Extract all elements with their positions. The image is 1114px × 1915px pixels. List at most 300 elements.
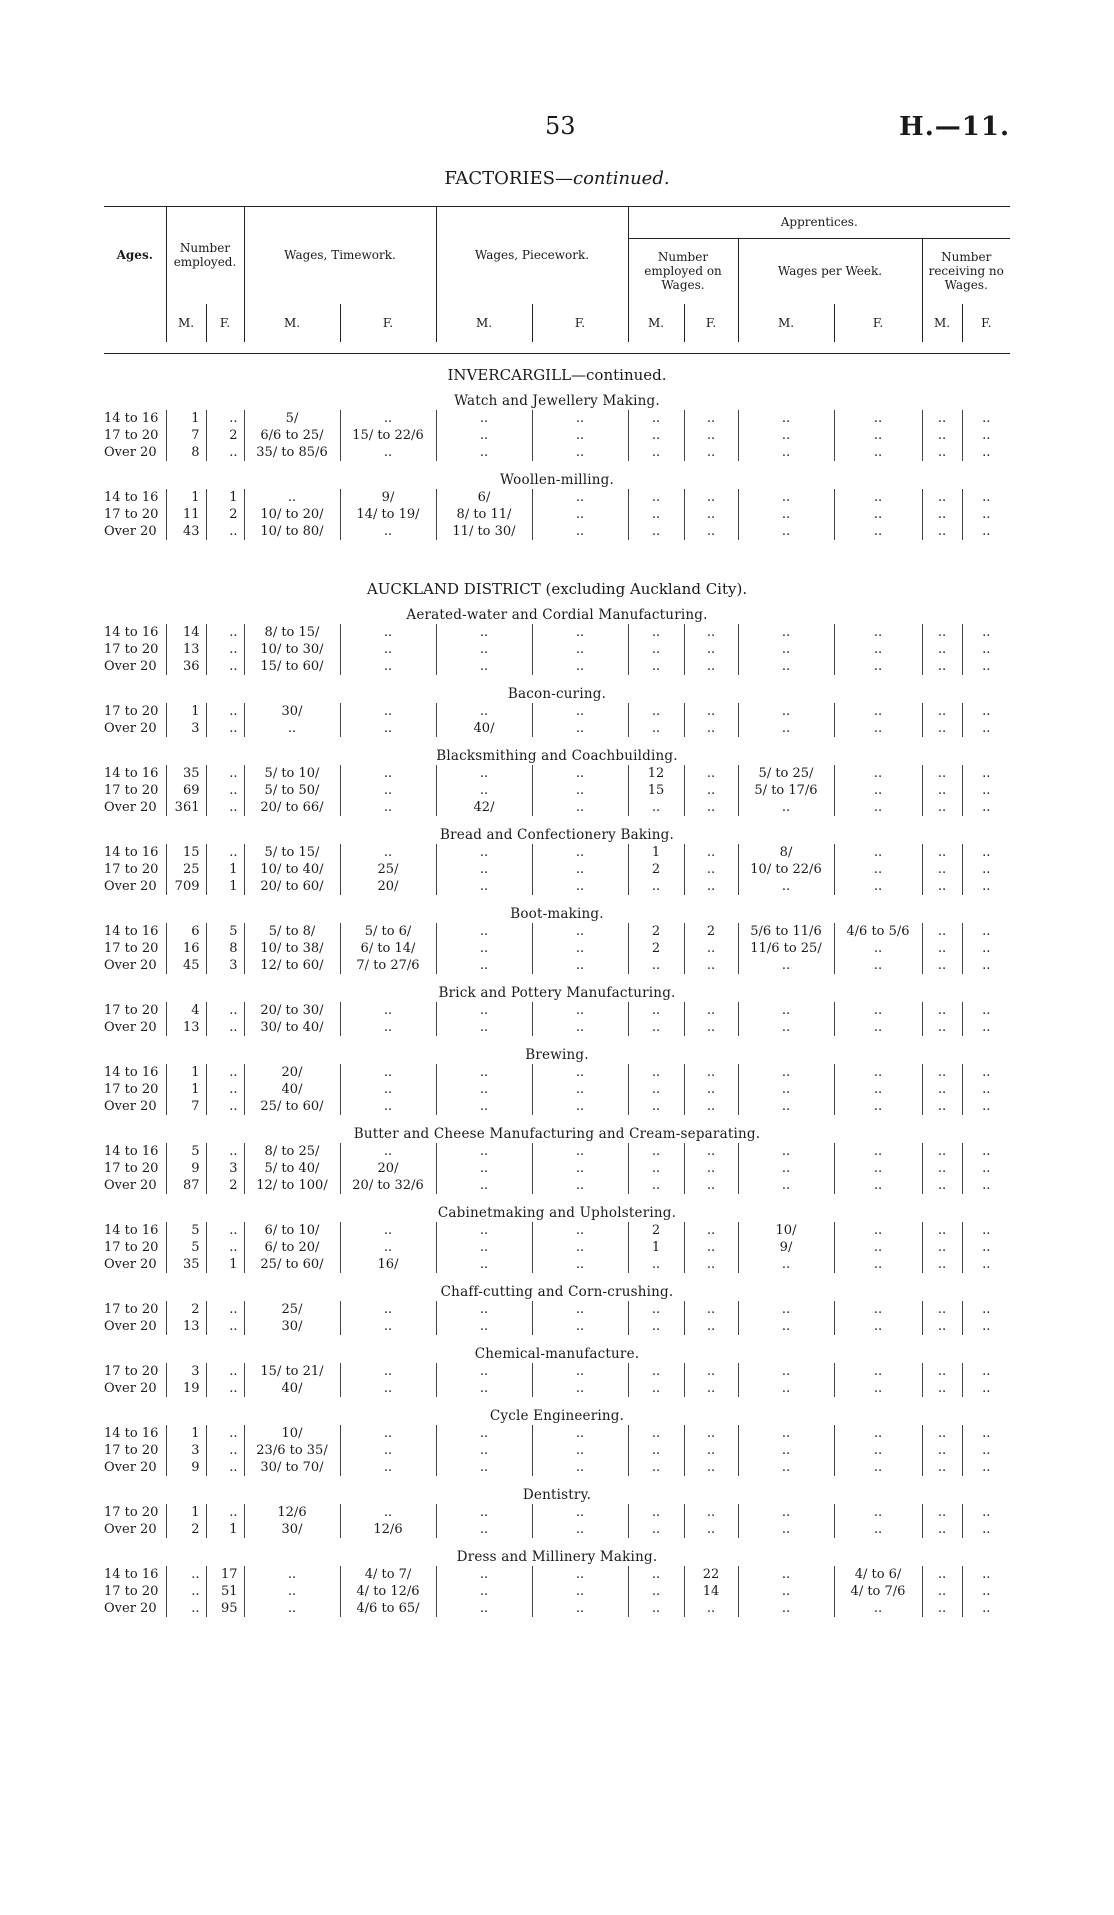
table-cell: .. <box>340 1002 436 1019</box>
table-cell: .. <box>834 427 922 444</box>
col-f: F. <box>206 304 244 342</box>
table-cell: 1 <box>166 1081 206 1098</box>
table-cell: 16/ <box>340 1256 436 1273</box>
table-cell: .. <box>962 720 1010 737</box>
industry-section <box>104 1125 1010 1194</box>
table-row <box>104 1081 1010 1098</box>
table-cell: 2 <box>206 1177 244 1194</box>
table-row <box>104 1222 1010 1239</box>
col-f: F. <box>532 304 628 342</box>
table-cell: .. <box>340 1064 436 1081</box>
table-cell: .. <box>340 1143 436 1160</box>
table-cell: 1 <box>166 1064 206 1081</box>
table-cell: .. <box>738 1521 834 1538</box>
table-cell: 2 <box>684 923 738 940</box>
table-row <box>104 923 1010 940</box>
col-ages: Ages. <box>116 248 153 262</box>
table-cell: .. <box>206 1504 244 1521</box>
table-cell: .. <box>834 861 922 878</box>
table-cell: 4/ to 7/ <box>340 1566 436 1583</box>
col-f: F. <box>962 304 1010 342</box>
industry-title: Chaff-cutting and Corn-crushing. <box>440 1284 674 1300</box>
table-cell: 25/ to 60/ <box>244 1098 340 1115</box>
col-m: M. <box>436 304 532 342</box>
table-cell: .. <box>834 1318 922 1335</box>
table-cell: .. <box>684 641 738 658</box>
table-cell: 2 <box>628 923 684 940</box>
table-cell: .. <box>166 1583 206 1600</box>
age-cell: Over 20 <box>104 721 157 736</box>
table-cell: 709 <box>166 878 206 895</box>
table-cell: .. <box>962 923 1010 940</box>
table-cell: .. <box>628 1583 684 1600</box>
industry-section <box>104 1345 1010 1397</box>
table-cell: .. <box>738 1064 834 1081</box>
table-cell: .. <box>922 506 962 523</box>
table-row <box>104 1143 1010 1160</box>
table-cell: .. <box>962 1318 1010 1335</box>
table-row <box>104 658 1010 675</box>
table-cell: .. <box>206 765 244 782</box>
table-cell: .. <box>684 523 738 540</box>
table-cell: 10/ <box>738 1222 834 1239</box>
table-cell: .. <box>738 658 834 675</box>
age-cell: Over 20 <box>104 1020 157 1035</box>
age-cell: Over 20 <box>104 1601 157 1616</box>
table-cell: .. <box>962 1442 1010 1459</box>
table-cell: .. <box>834 489 922 506</box>
industry-table <box>104 1064 1010 1115</box>
industry-table <box>104 1425 1010 1476</box>
table-cell: .. <box>532 782 628 799</box>
table-cell: .. <box>340 523 436 540</box>
table-cell: .. <box>922 1002 962 1019</box>
table-cell: .. <box>628 658 684 675</box>
table-cell: .. <box>922 923 962 940</box>
table-cell: .. <box>738 1566 834 1583</box>
table-cell: .. <box>628 427 684 444</box>
table-cell: .. <box>628 444 684 461</box>
industry-table <box>104 1002 1010 1036</box>
table-cell: .. <box>684 1160 738 1177</box>
table-cell: .. <box>922 861 962 878</box>
table-cell: 10/ to 30/ <box>244 641 340 658</box>
industry-title: Watch and Jewellery Making. <box>454 393 660 409</box>
table-cell: 10/ <box>244 1425 340 1442</box>
table-cell: 20/ to 30/ <box>244 1002 340 1019</box>
table-cell: 11 <box>166 506 206 523</box>
age-cell: 14 to 16 <box>104 845 159 860</box>
age-cell: 17 to 20 <box>104 1302 159 1317</box>
table-cell: .. <box>922 1425 962 1442</box>
table-cell: 12/6 <box>244 1504 340 1521</box>
table-cell: 51 <box>206 1583 244 1600</box>
table-cell: 6 <box>166 923 206 940</box>
col-m: M. <box>922 304 962 342</box>
age-cell: 14 to 16 <box>104 411 159 426</box>
table-row <box>104 1098 1010 1115</box>
industry-section <box>104 747 1010 816</box>
industry-table <box>104 1566 1010 1617</box>
table-cell: .. <box>922 1566 962 1583</box>
table-cell: 4/ to 12/6 <box>340 1583 436 1600</box>
table-cell: .. <box>436 878 532 895</box>
table-cell: .. <box>206 410 244 427</box>
table-cell: .. <box>206 1363 244 1380</box>
table-cell: .. <box>834 1504 922 1521</box>
table-cell: .. <box>962 861 1010 878</box>
table-cell: .. <box>922 1222 962 1239</box>
industry-title: Dentistry. <box>522 1487 592 1503</box>
table-cell: .. <box>340 1081 436 1098</box>
table-cell: .. <box>436 1459 532 1476</box>
table-cell: .. <box>436 658 532 675</box>
column-header <box>104 206 1010 342</box>
table-cell: .. <box>962 427 1010 444</box>
age-cell: Over 20 <box>104 659 157 674</box>
table-cell: .. <box>628 703 684 720</box>
table-cell: .. <box>628 641 684 658</box>
table-cell: .. <box>532 641 628 658</box>
table-cell: 1 <box>206 1256 244 1273</box>
table-cell: .. <box>628 1081 684 1098</box>
table-cell: .. <box>340 1425 436 1442</box>
table-cell: .. <box>922 1318 962 1335</box>
table-cell: .. <box>834 957 922 974</box>
table-cell: 8/ to 11/ <box>436 506 532 523</box>
table-cell: .. <box>532 1459 628 1476</box>
table-cell: .. <box>684 844 738 861</box>
table-cell: .. <box>834 940 922 957</box>
table-cell: .. <box>206 1442 244 1459</box>
table-cell: .. <box>532 1256 628 1273</box>
age-cell: 14 to 16 <box>104 490 159 505</box>
table-cell: .. <box>532 844 628 861</box>
age-cell: 17 to 20 <box>104 642 159 657</box>
table-cell: .. <box>206 1380 244 1397</box>
table-cell: .. <box>206 1425 244 1442</box>
table-cell: .. <box>834 1143 922 1160</box>
table-cell: .. <box>962 1064 1010 1081</box>
table-cell: .. <box>834 1600 922 1617</box>
table-cell: .. <box>738 523 834 540</box>
age-cell: Over 20 <box>104 1099 157 1114</box>
table-cell: .. <box>340 658 436 675</box>
table-cell: .. <box>206 1222 244 1239</box>
table-cell: 10/ to 40/ <box>244 861 340 878</box>
age-cell: Over 20 <box>104 1522 157 1537</box>
table-cell: 17 <box>206 1566 244 1583</box>
table-row <box>104 489 1010 506</box>
table-row <box>104 720 1010 737</box>
age-cell: 17 to 20 <box>104 1003 159 1018</box>
table-cell: 45 <box>166 957 206 974</box>
table-row <box>104 410 1010 427</box>
table-cell: .. <box>244 489 340 506</box>
table-cell: .. <box>340 1301 436 1318</box>
table-row <box>104 878 1010 895</box>
table-cell: .. <box>532 765 628 782</box>
table-cell: .. <box>206 1081 244 1098</box>
table-body <box>104 366 1010 1627</box>
table-cell: 1 <box>628 844 684 861</box>
age-cell: Over 20 <box>104 1381 157 1396</box>
table-cell: 13 <box>166 641 206 658</box>
industry-table <box>104 703 1010 737</box>
table-cell: .. <box>962 703 1010 720</box>
table-cell: .. <box>340 1504 436 1521</box>
age-cell: 17 to 20 <box>104 1505 159 1520</box>
table-cell: .. <box>962 1019 1010 1036</box>
table-cell: .. <box>684 1256 738 1273</box>
table-cell: .. <box>738 1504 834 1521</box>
table-cell: .. <box>922 1583 962 1600</box>
table-cell: .. <box>962 844 1010 861</box>
table-cell: .. <box>340 1442 436 1459</box>
table-cell: .. <box>738 444 834 461</box>
col-m: M. <box>166 304 206 342</box>
table-cell: 9/ <box>738 1239 834 1256</box>
table-row <box>104 1019 1010 1036</box>
age-cell: Over 20 <box>104 524 157 539</box>
table-cell: .. <box>962 624 1010 641</box>
table-cell: 20/ <box>340 878 436 895</box>
table-cell: .. <box>628 1425 684 1442</box>
table-cell: .. <box>532 1301 628 1318</box>
table-row <box>104 624 1010 641</box>
table-cell: 5/6 to 11/6 <box>738 923 834 940</box>
table-cell: 20/ to 60/ <box>244 878 340 895</box>
table-cell: 35 <box>166 1256 206 1273</box>
table-cell: 361 <box>166 799 206 816</box>
table-cell: .. <box>922 1019 962 1036</box>
industry-title: Cabinetmaking and Upholstering. <box>437 1205 677 1221</box>
table-cell: .. <box>628 1064 684 1081</box>
table-cell: 87 <box>166 1177 206 1194</box>
table-cell: .. <box>436 641 532 658</box>
table-cell: 1 <box>628 1239 684 1256</box>
page-title-main: FACTORIES— <box>444 168 573 189</box>
table-cell: .. <box>834 1160 922 1177</box>
table-cell: .. <box>684 1504 738 1521</box>
table-cell: .. <box>962 1504 1010 1521</box>
table-row <box>104 799 1010 816</box>
table-cell: 4/ to 6/ <box>834 1566 922 1583</box>
table-cell: .. <box>962 1380 1010 1397</box>
table-cell: .. <box>834 1002 922 1019</box>
table-cell: .. <box>532 523 628 540</box>
table-cell: .. <box>922 844 962 861</box>
col-number-employed: Number employed. <box>166 206 244 304</box>
table-row <box>104 1177 1010 1194</box>
table-cell: .. <box>962 1256 1010 1273</box>
table-cell: 5/ to 10/ <box>244 765 340 782</box>
industry-title: Woollen-milling. <box>500 472 614 488</box>
industry-section <box>104 984 1010 1036</box>
table-cell: .. <box>244 720 340 737</box>
table-cell: .. <box>684 1442 738 1459</box>
industry-title: Chemical-manufacture. <box>474 1346 640 1362</box>
table-cell: .. <box>962 878 1010 895</box>
col-f: F. <box>340 304 436 342</box>
table-cell: .. <box>206 1318 244 1335</box>
table-cell: 3 <box>206 1160 244 1177</box>
table-cell: .. <box>962 1098 1010 1115</box>
table-row <box>104 940 1010 957</box>
table-cell: 5 <box>166 1239 206 1256</box>
table-cell: 4/6 to 65/ <box>340 1600 436 1617</box>
table-cell: .. <box>684 1239 738 1256</box>
table-cell: 2 <box>206 427 244 444</box>
table-cell: .. <box>436 1318 532 1335</box>
table-cell: 1 <box>166 1504 206 1521</box>
table-row <box>104 1583 1010 1600</box>
table-cell: .. <box>738 703 834 720</box>
table-cell: 30/ <box>244 1521 340 1538</box>
table-cell: .. <box>962 1583 1010 1600</box>
age-cell: Over 20 <box>104 1257 157 1272</box>
table-cell: .. <box>532 444 628 461</box>
table-cell: .. <box>340 782 436 799</box>
table-cell: 11/6 to 25/ <box>738 940 834 957</box>
table-row <box>104 1301 1010 1318</box>
table-cell: .. <box>628 799 684 816</box>
table-cell: .. <box>206 1019 244 1036</box>
table-cell: 1 <box>206 878 244 895</box>
table-cell: .. <box>340 1019 436 1036</box>
table-cell: .. <box>738 1081 834 1098</box>
table-cell: .. <box>684 720 738 737</box>
table-cell: .. <box>244 1600 340 1617</box>
table-cell: .. <box>962 1002 1010 1019</box>
table-row <box>104 765 1010 782</box>
table-cell: .. <box>684 703 738 720</box>
table-cell: .. <box>834 523 922 540</box>
table-cell: .. <box>922 782 962 799</box>
table-cell: .. <box>206 799 244 816</box>
table-row <box>104 844 1010 861</box>
table-cell: .. <box>340 1222 436 1239</box>
table-cell: .. <box>532 720 628 737</box>
table-cell: 7/ to 27/6 <box>340 957 436 974</box>
table-cell: .. <box>738 1160 834 1177</box>
table-cell: 7 <box>166 1098 206 1115</box>
industry-section <box>104 685 1010 737</box>
table-cell: .. <box>922 1459 962 1476</box>
table-cell: .. <box>340 624 436 641</box>
table-cell: .. <box>922 1301 962 1318</box>
table-cell: .. <box>834 703 922 720</box>
table-cell: .. <box>532 923 628 940</box>
table-cell: 10/ to 22/6 <box>738 861 834 878</box>
table-cell: .. <box>962 444 1010 461</box>
industry-table <box>104 1143 1010 1194</box>
industry-table <box>104 489 1010 540</box>
table-cell: .. <box>436 427 532 444</box>
table-cell: .. <box>684 799 738 816</box>
industry-title: Dress and Millinery Making. <box>456 1549 658 1565</box>
table-cell: .. <box>684 1301 738 1318</box>
table-cell: .. <box>532 1318 628 1335</box>
table-cell: .. <box>436 1019 532 1036</box>
table-cell: .. <box>532 624 628 641</box>
table-cell: .. <box>962 1566 1010 1583</box>
table-cell: .. <box>922 1521 962 1538</box>
table-cell: .. <box>684 782 738 799</box>
table-cell: .. <box>962 1239 1010 1256</box>
table-row <box>104 427 1010 444</box>
table-cell: .. <box>834 658 922 675</box>
table-cell: 8/ to 25/ <box>244 1143 340 1160</box>
table-cell: .. <box>628 720 684 737</box>
age-cell: 14 to 16 <box>104 1426 159 1441</box>
industry-section <box>104 392 1010 461</box>
table-cell: .. <box>436 410 532 427</box>
age-cell: Over 20 <box>104 879 157 894</box>
age-cell: 17 to 20 <box>104 1364 159 1379</box>
table-cell: 6/6 to 25/ <box>244 427 340 444</box>
table-cell: .. <box>684 1318 738 1335</box>
industry-section <box>104 1204 1010 1273</box>
table-row <box>104 1064 1010 1081</box>
table-cell: .. <box>340 1318 436 1335</box>
table-cell: 22 <box>684 1566 738 1583</box>
table-cell: 14/ to 19/ <box>340 506 436 523</box>
industry-section <box>104 1283 1010 1335</box>
table-cell: 1 <box>166 1425 206 1442</box>
table-cell: .. <box>962 1177 1010 1194</box>
table-cell: .. <box>436 1256 532 1273</box>
table-cell: 25/ <box>340 861 436 878</box>
table-cell: .. <box>532 489 628 506</box>
table-cell: .. <box>738 506 834 523</box>
table-cell: .. <box>922 1600 962 1617</box>
table-cell: .. <box>834 844 922 861</box>
table-cell: .. <box>834 1442 922 1459</box>
table-cell: .. <box>340 410 436 427</box>
table-cell: .. <box>834 1239 922 1256</box>
table-cell: 20/ <box>340 1160 436 1177</box>
table-cell: 2 <box>628 861 684 878</box>
table-cell: .. <box>922 641 962 658</box>
table-cell: 40/ <box>244 1380 340 1397</box>
col-app-number: Number employed on Wages. <box>628 238 738 304</box>
table-cell: .. <box>206 1143 244 1160</box>
table-cell: .. <box>738 1380 834 1397</box>
table-cell: 6/ to 20/ <box>244 1239 340 1256</box>
table-cell: .. <box>206 703 244 720</box>
table-cell: .. <box>532 1239 628 1256</box>
age-cell: 17 to 20 <box>104 428 159 443</box>
table-cell: 43 <box>166 523 206 540</box>
table-cell: .. <box>684 1064 738 1081</box>
table-cell: 5 <box>166 1222 206 1239</box>
table-cell: 15/ to 21/ <box>244 1363 340 1380</box>
age-cell: 17 to 20 <box>104 862 159 877</box>
industry-table <box>104 923 1010 974</box>
table-cell: 3 <box>166 1363 206 1380</box>
industry-title: Boot-making. <box>510 906 604 922</box>
table-row <box>104 1363 1010 1380</box>
table-cell: .. <box>532 1380 628 1397</box>
table-cell: .. <box>340 720 436 737</box>
table-cell: .. <box>532 1600 628 1617</box>
table-cell: .. <box>532 799 628 816</box>
table-cell: .. <box>684 624 738 641</box>
table-cell: 13 <box>166 1019 206 1036</box>
table-cell: .. <box>684 1521 738 1538</box>
industry-title: Bacon-curing. <box>507 686 607 702</box>
